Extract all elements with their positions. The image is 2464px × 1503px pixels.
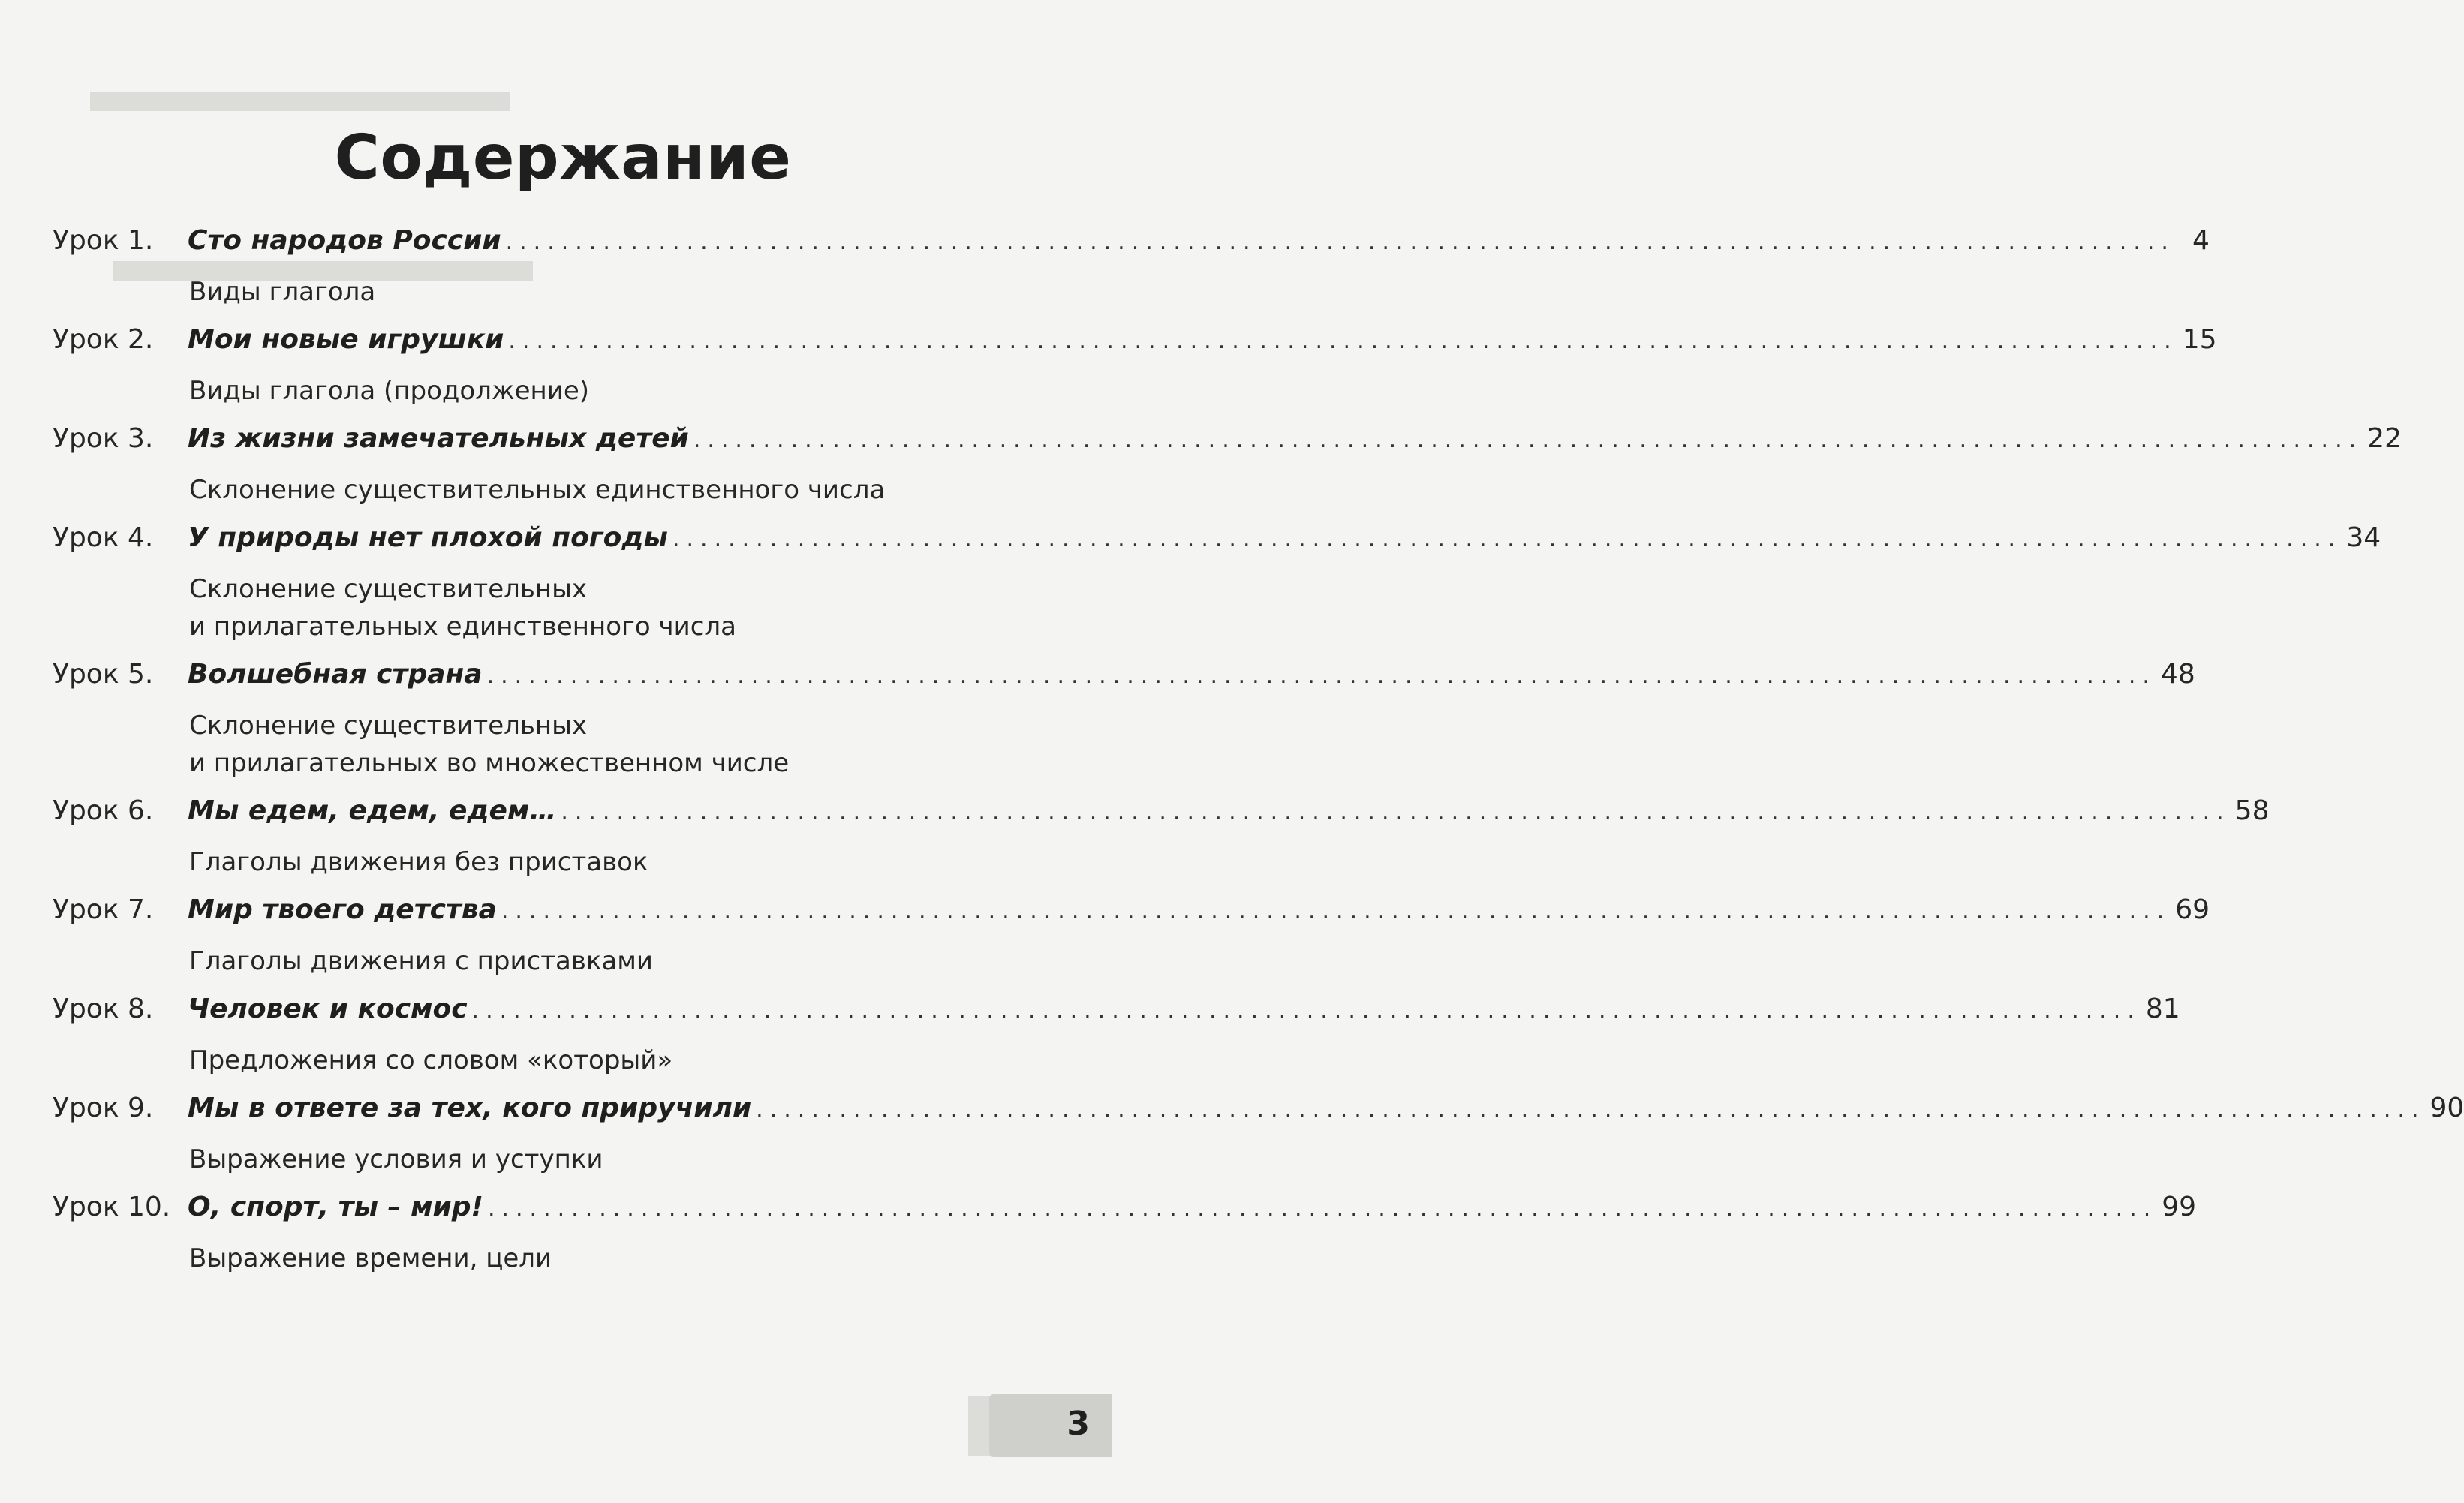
lesson-number: Урок 6. bbox=[53, 795, 154, 826]
toc-entry-row bbox=[53, 423, 2402, 471]
lesson-title: Волшебная страна bbox=[188, 659, 483, 690]
lesson-title: Мы едем, едем, едем… bbox=[188, 795, 557, 826]
dot-leader: ........................................................................................................................ bbox=[693, 427, 2363, 453]
lesson-grammar-topic bbox=[189, 1240, 1054, 1277]
lesson-number: Урок 3. bbox=[53, 423, 154, 454]
lesson-title: Мои новые игрушки bbox=[188, 324, 504, 355]
page-reference: 34 bbox=[2346, 522, 2381, 553]
show-through-band bbox=[968, 1396, 991, 1456]
page-reference: 99 bbox=[2162, 1192, 2197, 1222]
page-reference: 90 bbox=[2429, 1093, 2464, 1123]
grammar-topic-line: Склонение существительных bbox=[189, 574, 588, 604]
page-title: Содержание bbox=[334, 122, 792, 194]
grammar-topic-line: Виды глагола bbox=[189, 277, 376, 307]
toc-entry-row bbox=[53, 1093, 2464, 1141]
lesson-grammar-topic bbox=[189, 1141, 1054, 1178]
lesson-grammar-topic bbox=[189, 372, 1054, 410]
toc-entry bbox=[53, 993, 2180, 1079]
dot-leader: ........................................................................................................................ bbox=[561, 799, 2231, 825]
toc-entry-row bbox=[53, 225, 2210, 273]
grammar-topic-line: Выражение времени, цели bbox=[189, 1243, 552, 1273]
page-reference: 15 bbox=[2182, 324, 2217, 355]
grammar-topic-line: и прилагательных во множественном числе bbox=[189, 748, 790, 778]
page-reference: 69 bbox=[2175, 894, 2210, 925]
lesson-title: Из жизни замечательных детей bbox=[188, 423, 689, 454]
toc-entry-row bbox=[53, 1192, 2197, 1240]
lesson-grammar-topic bbox=[189, 273, 1054, 311]
lesson-number: Урок 9. bbox=[53, 1093, 154, 1123]
page-reference: 81 bbox=[2145, 993, 2180, 1024]
lesson-grammar-topic bbox=[189, 707, 1054, 782]
dot-leader: ........................................................................................................................ bbox=[508, 328, 2178, 354]
lesson-number: Урок 4. bbox=[53, 522, 154, 553]
toc-entry bbox=[53, 1192, 2197, 1277]
grammar-topic-line: Склонение существительных единственного числа bbox=[189, 475, 886, 505]
toc-entry bbox=[53, 894, 2210, 980]
grammar-topic-line: Глаголы движения с приставками bbox=[189, 946, 654, 976]
lesson-title: Мы в ответе за тех, кого приручили bbox=[188, 1093, 752, 1123]
lesson-grammar-topic bbox=[189, 942, 1054, 980]
toc-entry bbox=[53, 324, 2217, 410]
lesson-title: Сто народов России bbox=[188, 225, 501, 256]
page-number-tab bbox=[989, 1394, 1112, 1457]
toc-entry-row bbox=[53, 659, 2195, 707]
lesson-title: У природы нет плохой погоды bbox=[188, 522, 668, 553]
lesson-title: Человек и космос bbox=[188, 993, 468, 1024]
toc-entry bbox=[53, 423, 2402, 509]
dot-leader: ........................................................................................................................ bbox=[471, 997, 2141, 1024]
lesson-number: Урок 10. bbox=[53, 1192, 171, 1222]
toc-entry bbox=[53, 522, 2381, 645]
lesson-grammar-topic bbox=[189, 1042, 1054, 1079]
page-reference: 22 bbox=[2367, 423, 2402, 454]
lesson-title: Мир твоего детства bbox=[188, 894, 497, 925]
lesson-title: О, спорт, ты – мир! bbox=[188, 1192, 483, 1222]
page-reference: 4 bbox=[2192, 225, 2210, 256]
grammar-topic-line: Предложения со словом «который» bbox=[189, 1045, 673, 1075]
dot-leader: ........................................................................................................................ bbox=[501, 898, 2171, 924]
lesson-number: Урок 8. bbox=[53, 993, 154, 1024]
table-of-contents bbox=[53, 225, 2464, 1277]
toc-entry bbox=[53, 1093, 2464, 1178]
toc-entry bbox=[53, 225, 2210, 311]
grammar-topic-line: Выражение условия и уступки bbox=[189, 1144, 603, 1174]
page-number: 3 bbox=[1067, 1405, 1090, 1443]
show-through-band bbox=[90, 92, 510, 111]
dot-leader: ........................................................................................................................ bbox=[756, 1096, 2426, 1123]
grammar-topic-line: Виды глагола (продолжение) bbox=[189, 376, 590, 406]
dot-leader: ........................................................................................................................ bbox=[486, 663, 2156, 689]
toc-entry-row bbox=[53, 324, 2217, 372]
lesson-number: Урок 5. bbox=[53, 659, 154, 690]
lesson-number: Урок 1. bbox=[53, 225, 154, 256]
toc-entry-row bbox=[53, 795, 2270, 843]
toc-entry-row bbox=[53, 522, 2381, 570]
dot-leader: ........................................................................................................................ bbox=[672, 526, 2342, 552]
dot-leader: ........................................................................................................................ bbox=[487, 1195, 2158, 1222]
lesson-number: Урок 2. bbox=[53, 324, 154, 355]
lesson-grammar-topic bbox=[189, 843, 1054, 881]
toc-entry-row bbox=[53, 993, 2180, 1042]
toc-entry bbox=[53, 659, 2195, 782]
grammar-topic-line: и прилагательных единственного числа bbox=[189, 612, 736, 642]
lesson-grammar-topic bbox=[189, 471, 1054, 509]
lesson-number: Урок 7. bbox=[53, 894, 154, 925]
dot-leader: ........................................................................................................................ bbox=[505, 229, 2175, 255]
toc-entry-row bbox=[53, 894, 2210, 942]
grammar-topic-line: Склонение существительных bbox=[189, 711, 588, 741]
lesson-grammar-topic bbox=[189, 570, 1054, 645]
page-reference: 48 bbox=[2160, 659, 2195, 690]
toc-entry bbox=[53, 795, 2270, 881]
page-reference: 58 bbox=[2234, 795, 2270, 826]
grammar-topic-line: Глаголы движения без приставок bbox=[189, 847, 648, 877]
